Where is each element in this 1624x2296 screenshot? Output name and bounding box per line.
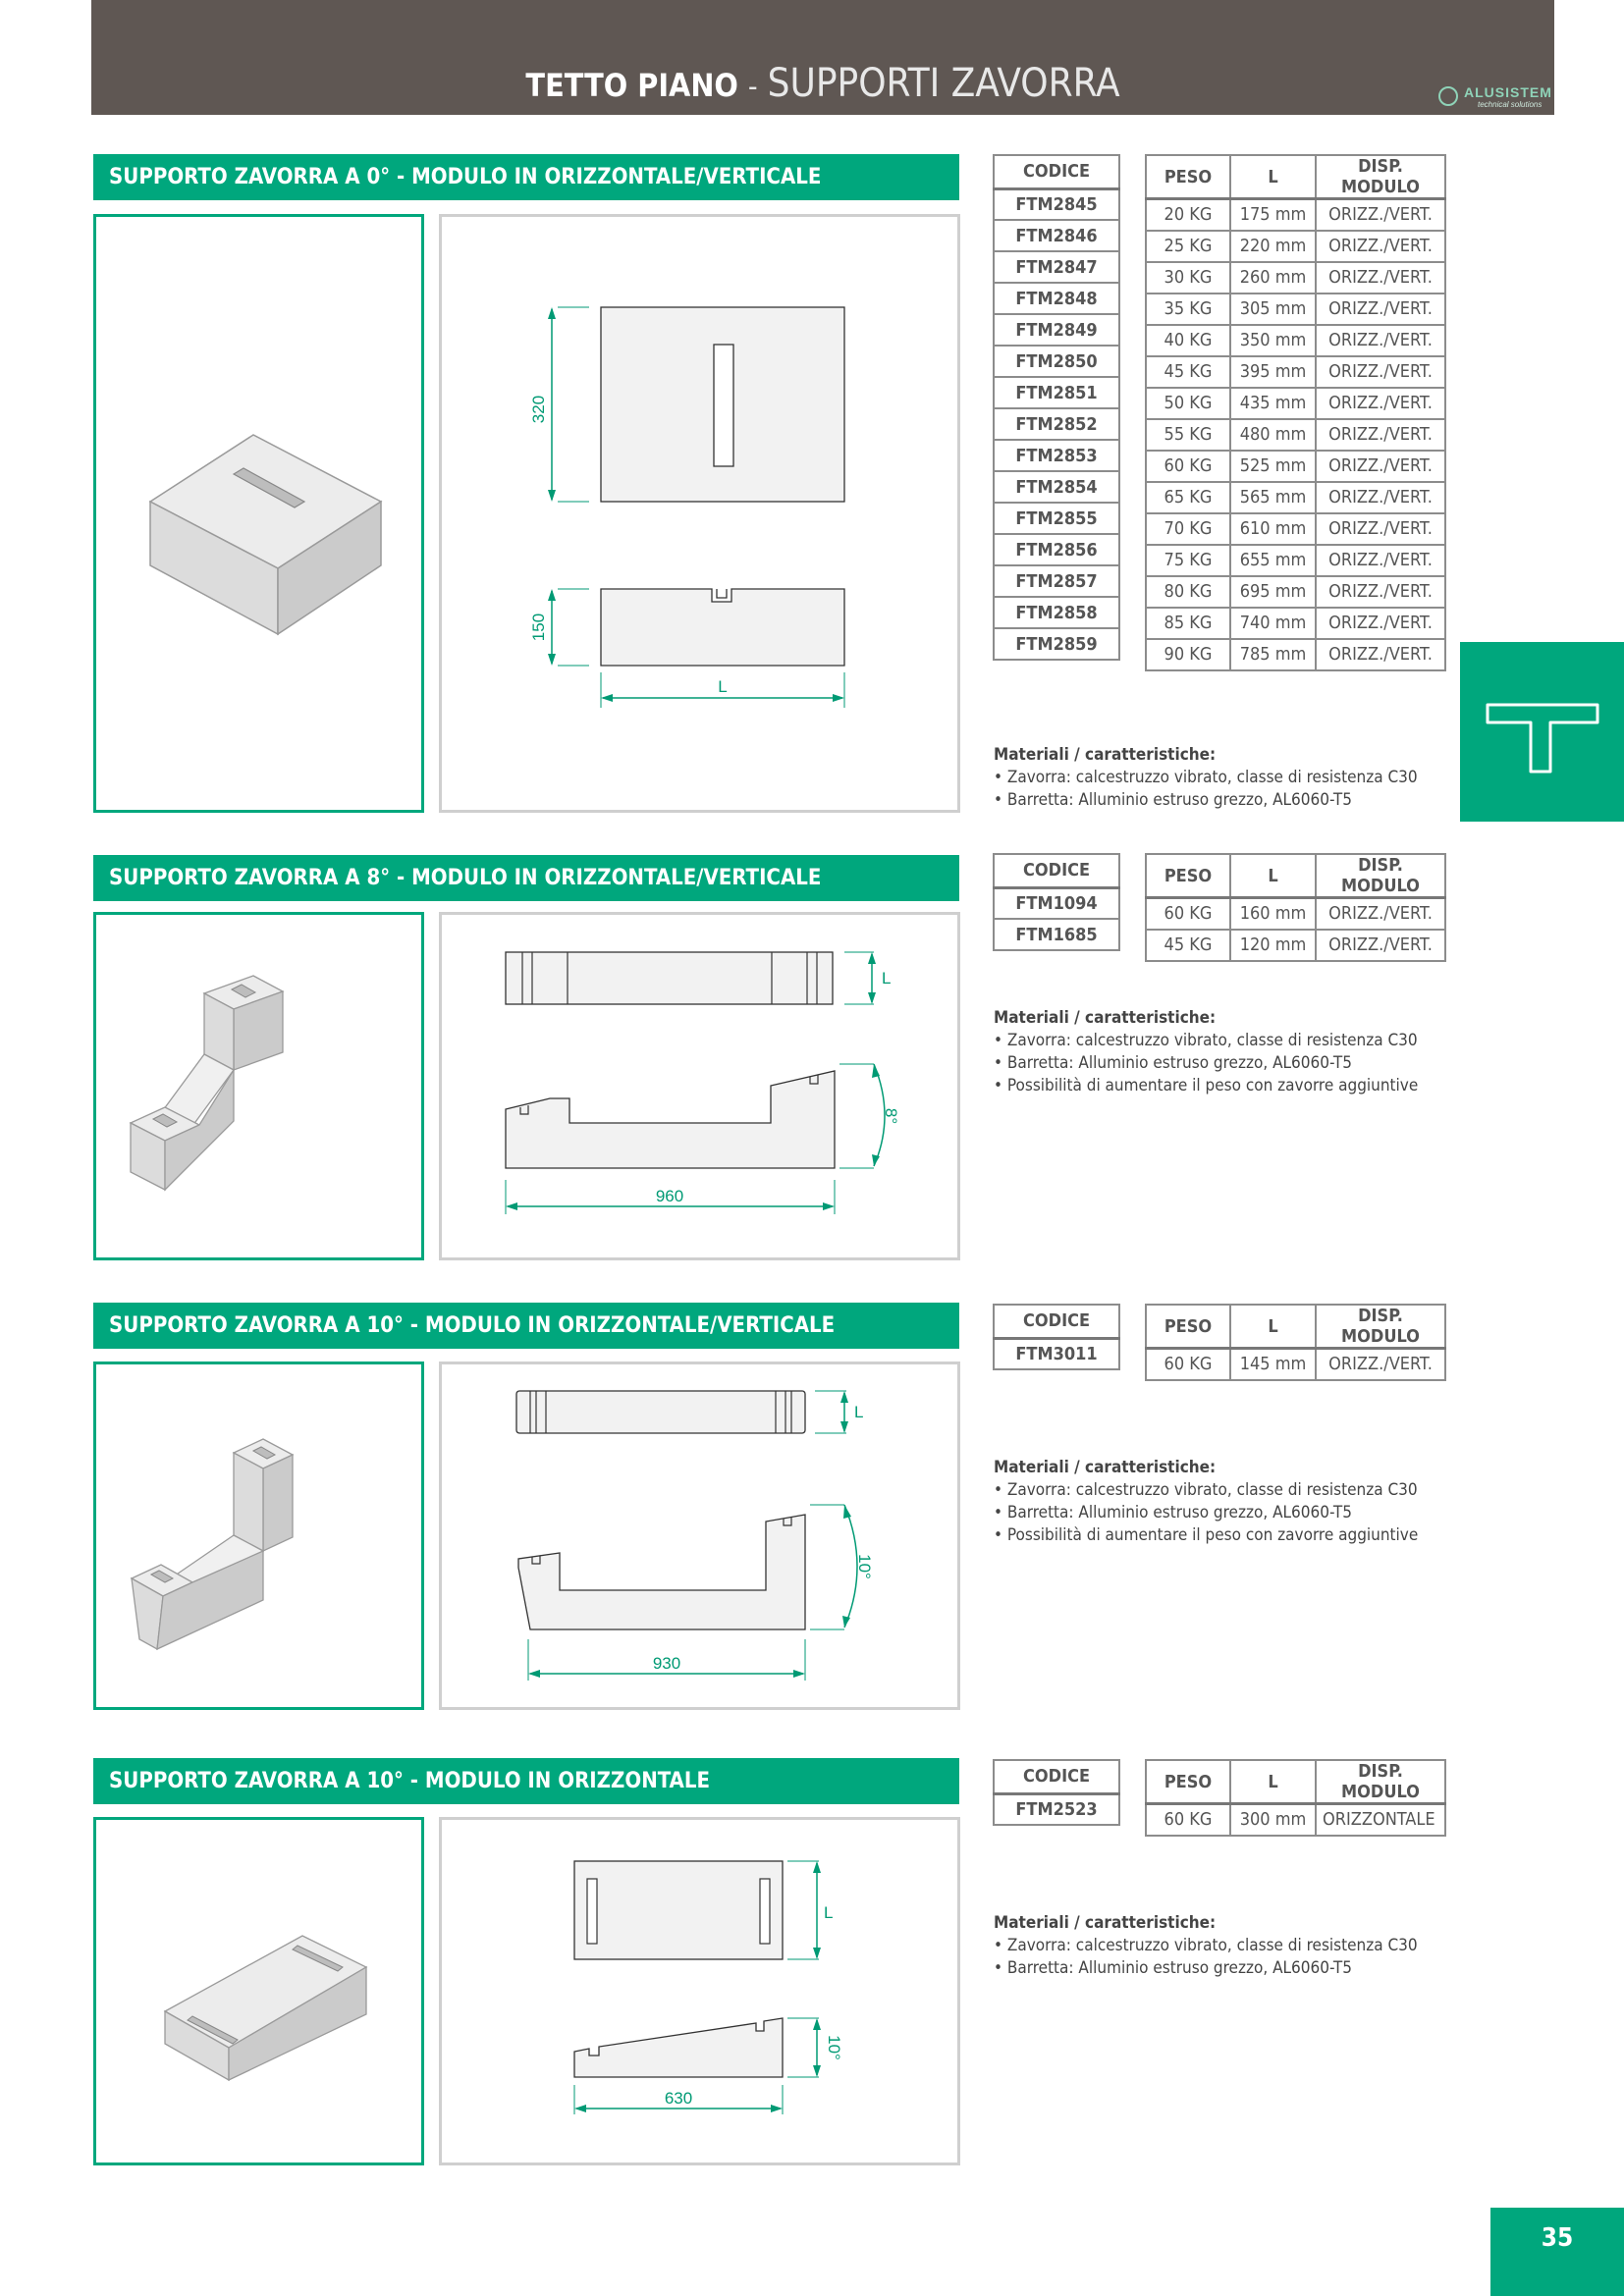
table-row: FTM2847	[994, 251, 1119, 283]
table-row: FTM2854	[994, 471, 1119, 503]
iso-drawing	[96, 915, 421, 1257]
materials-title: Materiali / caratteristiche:	[994, 1458, 1217, 1477]
table-row: FTM2852	[994, 408, 1119, 440]
materials-item: • Zavorra: calcestruzzo vibrato, classe di resistenza C30	[994, 1030, 1504, 1052]
table-row: 65 KG 565 mm ORIZZ./VERT.	[1146, 482, 1445, 513]
materials-item: • Zavorra: calcestruzzo vibrato, classe di resistenza C30	[994, 1479, 1504, 1502]
title-main: TETTO PIANO	[525, 67, 738, 104]
materials-item: • Barretta: Alluminio estruso grezzo, AL6060-T5	[994, 1957, 1504, 1980]
table-row: FTM2853	[994, 440, 1119, 471]
table-row: 60 KG 525 mm ORIZZ./VERT.	[1146, 451, 1445, 482]
materials-title: Materiali / caratteristiche:	[994, 1913, 1217, 1933]
table-row: FTM2850	[994, 346, 1119, 377]
spec-table	[1145, 853, 1446, 962]
table-row: 90 KG 785 mm ORIZZ./VERT.	[1146, 639, 1445, 670]
header-weight: PESO	[1146, 1305, 1230, 1349]
technical-drawing-box	[439, 1817, 960, 2165]
table-row: 70 KG 610 mm ORIZZ./VERT.	[1146, 513, 1445, 545]
dim-length: L	[824, 1903, 834, 1922]
logo-name: ALUSISTEM	[1464, 84, 1552, 100]
header-code: CODICE	[994, 854, 1119, 887]
table-row: 30 KG 260 mm ORIZZ./VERT.	[1146, 262, 1445, 294]
dim-width: 930	[652, 1654, 681, 1673]
table-row: FTM2859	[994, 628, 1119, 660]
header-disp: DISP. MODULO	[1316, 1305, 1445, 1349]
title-sub: SUPPORTI ZAVORRA	[767, 61, 1120, 106]
materials-item: • Zavorra: calcestruzzo vibrato, classe di resistenza C30	[994, 767, 1504, 789]
iso-drawing	[96, 1820, 421, 2163]
iso-view-box	[93, 1817, 424, 2165]
code-table	[993, 1759, 1120, 1826]
table-row: 50 KG 435 mm ORIZZ./VERT.	[1146, 388, 1445, 419]
technical-drawing	[442, 915, 957, 1257]
materials-item: • Barretta: Alluminio estruso grezzo, AL6060-T5	[994, 789, 1504, 812]
technical-drawing	[442, 1364, 957, 1707]
table-row: FTM2523	[994, 1793, 1119, 1825]
header-weight: PESO	[1146, 155, 1230, 199]
table-row: 80 KG 695 mm ORIZZ./VERT.	[1146, 576, 1445, 608]
spec-table	[1145, 154, 1446, 671]
header-code: CODICE	[994, 155, 1119, 188]
table-row: 45 KG 120 mm ORIZZ./VERT.	[1146, 930, 1445, 961]
materials-block	[994, 1007, 1504, 1097]
dim-length: L	[882, 969, 892, 988]
table-row: FTM1685	[994, 919, 1119, 950]
materials-item: • Barretta: Alluminio estruso grezzo, AL6060-T5	[994, 1502, 1504, 1524]
table-row: 60 KG 300 mm ORIZZONTALE	[1146, 1804, 1445, 1836]
header-code: CODICE	[994, 1760, 1119, 1793]
iso-drawing	[96, 1364, 421, 1707]
header-disp: DISP. MODULO	[1316, 854, 1445, 898]
iso-view-box	[93, 912, 424, 1260]
header-length: L	[1230, 1305, 1316, 1349]
materials-block	[994, 1457, 1504, 1547]
table-row: 55 KG 480 mm ORIZZ./VERT.	[1146, 419, 1445, 451]
dim-angle: 10°	[855, 1554, 874, 1579]
materials-title: Materiali / caratteristiche:	[994, 745, 1217, 765]
materials-item: • Possibilità di aumentare il peso con zavorre aggiuntive	[994, 1524, 1504, 1547]
table-row: 60 KG 145 mm ORIZZ./VERT.	[1146, 1349, 1445, 1380]
table-row: FTM2851	[994, 377, 1119, 408]
table-row: 20 KG 175 mm ORIZZ./VERT.	[1146, 199, 1445, 231]
header-code: CODICE	[994, 1305, 1119, 1338]
technical-drawing	[442, 1820, 957, 2163]
spec-table	[1145, 1759, 1446, 1837]
header-length: L	[1230, 1760, 1316, 1804]
dim-angle: 10°	[825, 2035, 843, 2060]
spec-table	[1145, 1304, 1446, 1381]
table-row: FTM2857	[994, 565, 1119, 597]
section-title: SUPPORTO ZAVORRA A 8° - MODULO IN ORIZZONTALE/VERTICALE	[93, 855, 959, 901]
table-row: 35 KG 305 mm ORIZZ./VERT.	[1146, 294, 1445, 325]
logo-tagline: technical solutions	[1478, 100, 1543, 109]
section-title: SUPPORTO ZAVORRA A 0° - MODULO IN ORIZZONTALE/VERTICALE	[93, 154, 959, 200]
table-row: FTM2858	[994, 597, 1119, 628]
materials-title: Materiali / caratteristiche:	[994, 1008, 1217, 1028]
header-weight: PESO	[1146, 854, 1230, 898]
page-number: 35	[1490, 2208, 1624, 2296]
title-separator: -	[747, 70, 758, 104]
technical-drawing-box	[439, 214, 960, 813]
iso-drawing	[96, 217, 421, 810]
materials-item: • Possibilità di aumentare il peso con zavorre aggiuntive	[994, 1075, 1504, 1097]
table-row: FTM2848	[994, 283, 1119, 314]
header-length: L	[1230, 155, 1316, 199]
materials-block	[994, 1912, 1504, 1980]
dim-150: 150	[529, 613, 548, 642]
table-row: FTM2846	[994, 220, 1119, 251]
dim-angle: 8°	[882, 1107, 900, 1125]
table-row: 40 KG 350 mm ORIZZ./VERT.	[1146, 325, 1445, 356]
table-row: 75 KG 655 mm ORIZZ./VERT.	[1146, 545, 1445, 576]
brand-logo	[1435, 84, 1550, 110]
dim-width: 630	[664, 2089, 693, 2108]
header-weight: PESO	[1146, 1760, 1230, 1804]
table-row: 60 KG 160 mm ORIZZ./VERT.	[1146, 898, 1445, 930]
table-row: FTM3011	[994, 1338, 1119, 1369]
table-row: FTM1094	[994, 887, 1119, 919]
header-disp: DISP. MODULO	[1316, 155, 1445, 199]
dim-320: 320	[529, 395, 548, 424]
dim-width: 960	[655, 1187, 684, 1205]
page-header	[91, 0, 1554, 115]
technical-drawing-box	[439, 912, 960, 1260]
table-row: 85 KG 740 mm ORIZZ./VERT.	[1146, 608, 1445, 639]
materials-item: • Barretta: Alluminio estruso grezzo, AL6060-T5	[994, 1052, 1504, 1075]
code-table	[993, 853, 1120, 951]
page-title	[91, 61, 1554, 106]
dim-length: L	[854, 1403, 864, 1421]
code-table	[993, 1304, 1120, 1370]
table-row: FTM2845	[994, 188, 1119, 220]
section-title: SUPPORTO ZAVORRA A 10° - MODULO IN ORIZZONTALE	[93, 1758, 959, 1804]
dim-length: L	[718, 677, 728, 696]
materials-block	[994, 744, 1504, 812]
iso-view-box	[93, 214, 424, 813]
header-length: L	[1230, 854, 1316, 898]
technical-drawing	[442, 217, 957, 810]
materials-item: • Zavorra: calcestruzzo vibrato, classe di resistenza C30	[994, 1935, 1504, 1957]
globe-icon	[1438, 86, 1458, 106]
iso-view-box	[93, 1362, 424, 1710]
header-disp: DISP. MODULO	[1316, 1760, 1445, 1804]
table-row: FTM2849	[994, 314, 1119, 346]
code-table	[993, 154, 1120, 661]
table-row: 25 KG 220 mm ORIZZ./VERT.	[1146, 231, 1445, 262]
table-row: FTM2856	[994, 534, 1119, 565]
section-title: SUPPORTO ZAVORRA A 10° - MODULO IN ORIZZONTALE/VERTICALE	[93, 1303, 959, 1349]
technical-drawing-box	[439, 1362, 960, 1710]
table-row: 45 KG 395 mm ORIZZ./VERT.	[1146, 356, 1445, 388]
table-row: FTM2855	[994, 503, 1119, 534]
